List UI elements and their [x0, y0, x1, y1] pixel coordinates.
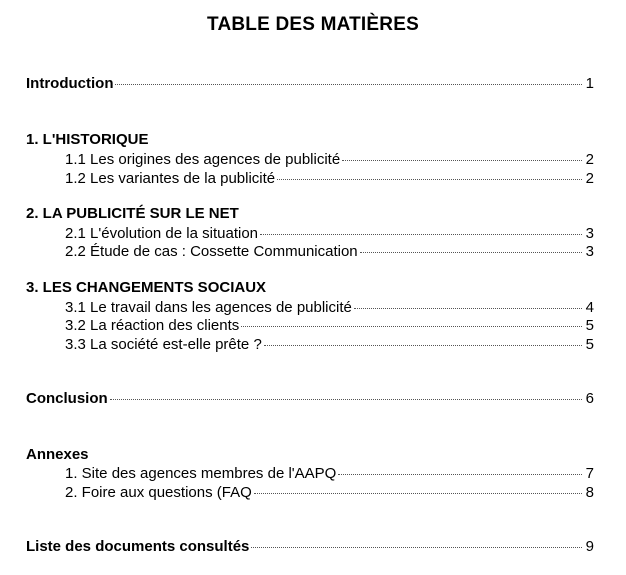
- toc-entry-label: 2. Foire aux questions (FAQ: [65, 484, 252, 501]
- section-heading-annexes: Annexes: [26, 446, 89, 463]
- toc-page-number: 5: [585, 317, 594, 334]
- toc-entry-3-1[interactable]: [65, 299, 594, 317]
- toc-page-number: 2: [585, 151, 594, 168]
- leader-dots: [260, 234, 582, 235]
- toc-entry-label: 3.2 La réaction des clients: [65, 317, 240, 334]
- toc-entry-1-2[interactable]: [65, 170, 594, 188]
- toc-entry-introduction[interactable]: [26, 75, 594, 93]
- toc-entry-label: 1. Site des agences membres de l'AAPQ: [65, 465, 337, 482]
- toc-page-number: 8: [585, 484, 594, 501]
- leader-dots: [254, 493, 582, 494]
- toc-page-number: 5: [585, 336, 594, 353]
- leader-dots: [110, 399, 582, 400]
- toc-page-number: 9: [585, 538, 594, 555]
- leader-dots: [360, 252, 582, 253]
- toc-entry-annexe-2[interactable]: [65, 484, 594, 502]
- section-heading-publicite-net: 2. LA PUBLICITÉ SUR LE NET: [26, 205, 239, 222]
- toc-entry-2-1[interactable]: [65, 225, 594, 243]
- toc-entry-label: 1.1 Les origines des agences de publicité: [65, 151, 341, 168]
- section-heading-historique: 1. L'HISTORIQUE: [26, 131, 149, 148]
- toc-entry-annexe-1[interactable]: [65, 465, 594, 483]
- leader-dots: [342, 160, 582, 161]
- toc-entry-3-2[interactable]: [65, 317, 594, 335]
- leader-dots: [354, 308, 582, 309]
- toc-entry-label: 2.2 Étude de cas : Cossette Communication: [65, 243, 358, 260]
- leader-dots: [338, 474, 582, 475]
- document-title: TABLE DES MATIÈRES: [207, 14, 419, 35]
- toc-entry-label: Liste des documents consultés: [26, 538, 250, 555]
- toc-page-number: 7: [585, 465, 594, 482]
- toc-entry-label: 3.3 La société est-elle prête ?: [65, 336, 262, 353]
- leader-dots: [277, 179, 582, 180]
- leader-dots: [264, 345, 582, 346]
- toc-entry-conclusion[interactable]: [26, 390, 594, 408]
- toc-entry-label: Conclusion: [26, 390, 108, 407]
- leader-dots: [251, 547, 582, 548]
- toc-entry-label: 1.2 Les variantes de la publicité: [65, 170, 276, 187]
- toc-entry-label: Introduction: [26, 75, 114, 92]
- toc-page-number: 6: [585, 390, 594, 407]
- toc-page-number: 1: [585, 75, 594, 92]
- section-heading-changements-sociaux: 3. LES CHANGEMENTS SOCIAUX: [26, 279, 267, 296]
- toc-entry-3-3[interactable]: [65, 336, 594, 354]
- toc-entry-2-2[interactable]: [65, 243, 594, 261]
- toc-page-number: 3: [585, 243, 594, 260]
- toc-entry-sources[interactable]: [26, 538, 594, 556]
- toc-page-number: 3: [585, 225, 594, 242]
- toc-entry-label: 3.1 Le travail dans les agences de publicité: [65, 299, 352, 316]
- leader-dots: [241, 326, 582, 327]
- toc-entry-1-1[interactable]: [65, 151, 594, 169]
- toc-entry-label: 2.1 L'évolution de la situation: [65, 225, 259, 242]
- toc-page-number: 4: [585, 299, 594, 316]
- toc-page-number: 2: [585, 170, 594, 187]
- leader-dots: [115, 84, 582, 85]
